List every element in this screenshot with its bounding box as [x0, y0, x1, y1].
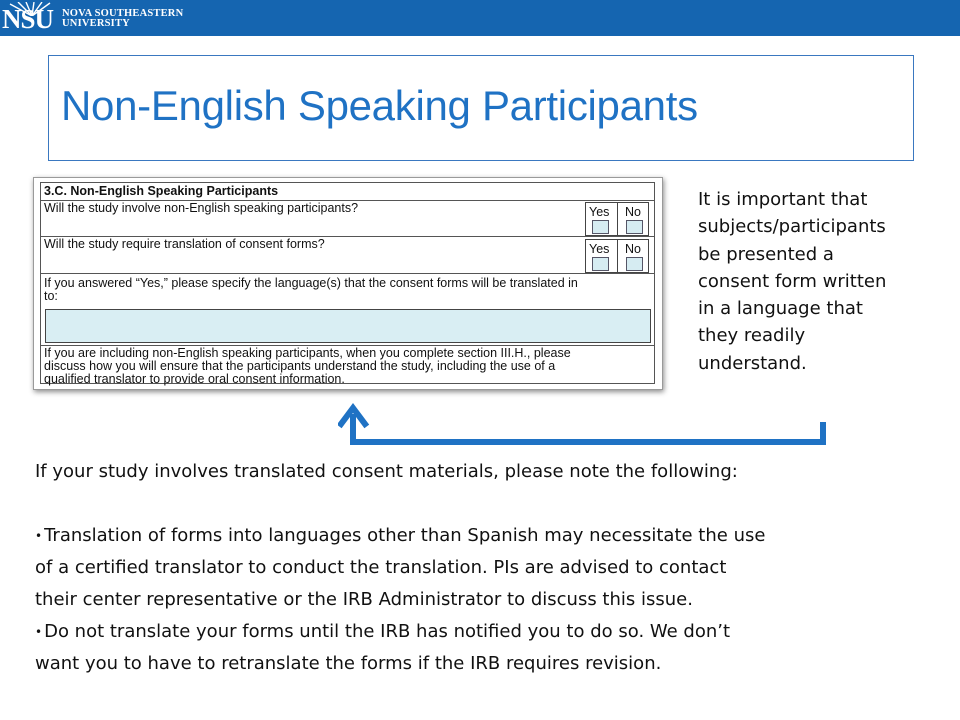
bullet-2-text-1: Do not translate your forms until the IRB has notified you to do so. We don’t: [44, 621, 731, 642]
logo-line-2: UNIVERSITY: [62, 18, 130, 29]
logo-wordmark: [62, 9, 183, 29]
side-note-line: they readily: [698, 325, 806, 347]
side-note: [698, 186, 960, 377]
form-section-header: [41, 183, 654, 200]
bullet-icon: •: [35, 529, 43, 543]
yes-label: Yes: [589, 242, 610, 256]
form-row-q4: [41, 345, 654, 385]
side-note-line: consent form written: [698, 270, 887, 292]
bullet-1-line-1: [35, 520, 955, 552]
yes-no-divider: [617, 203, 618, 235]
yes-checkbox-q1[interactable]: [592, 220, 609, 234]
form-q2-text: Will the study require translation of consent forms?: [44, 237, 325, 251]
form-row-q1: [41, 200, 654, 236]
form-q3-line-2: to:: [44, 289, 58, 303]
brand-bar: [0, 0, 960, 36]
form-q3-line-1: If you answered “Yes,” please specify the language(s) that the consent forms will be translated in: [44, 276, 578, 290]
form-screenshot: [33, 177, 663, 390]
form-header-text: 3.C. Non-English Speaking Participants: [44, 184, 279, 198]
side-note-line: in a language that: [698, 298, 863, 320]
nsu-logo: [0, 0, 200, 36]
no-checkbox-q2[interactable]: [626, 257, 643, 271]
slide-title: Non-English Speaking Participants: [61, 82, 698, 129]
form-q4-line-3: qualified translator to provide oral consent information.: [44, 372, 345, 386]
bullet-2-line-1: [35, 616, 955, 648]
title-frame: [48, 55, 914, 161]
bullet-1-text-1: Translation of forms into languages other than Spanish may necessitate the use: [44, 525, 766, 546]
yes-label: Yes: [589, 205, 610, 219]
language-input-field[interactable]: [45, 309, 651, 343]
bullet-1-line-3: their center representative or the IRB Administrator to discuss this issue.: [35, 589, 693, 610]
side-note-line: be presented a: [698, 243, 834, 265]
bullet-2-line-2: want you to have to retranslate the forms if the IRB requires revision.: [35, 653, 662, 674]
no-label: No: [625, 205, 641, 219]
form-q4-line-2: discuss how you will ensure that the participants understand the study, including the use of a: [44, 359, 556, 373]
bullet-icon: •: [35, 625, 43, 639]
form-row-q2: [41, 236, 654, 273]
logo-line-1: NOVA SOUTHEASTERN: [62, 8, 184, 19]
form-table: [40, 182, 655, 384]
form-q4-line-1: If you are including non-English speaking participants, when you complete section III.H., please: [44, 346, 571, 360]
side-note-line: It is important that: [698, 189, 868, 210]
yes-no-divider: [617, 240, 618, 272]
intro-paragraph: If your study involves translated consent materials, please note the following:: [35, 461, 738, 482]
body-text: [35, 456, 955, 680]
bullet-1-line-2: of a certified translator to conduct the translation. PIs are advised to contact: [35, 557, 727, 578]
no-label: No: [625, 242, 641, 256]
yes-no-group-q2: [585, 239, 649, 273]
logo-mark: NSU: [2, 4, 54, 34]
side-note-line: understand.: [698, 352, 807, 374]
bracket-arrow-up-icon: [338, 402, 833, 452]
form-q1-text: Will the study involve non-English speaking participants?: [44, 201, 359, 215]
no-checkbox-q1[interactable]: [626, 220, 643, 234]
blank-line: [35, 488, 955, 520]
side-note-line: subjects/participants: [698, 216, 886, 238]
yes-checkbox-q2[interactable]: [592, 257, 609, 271]
yes-no-group-q1: [585, 202, 649, 236]
